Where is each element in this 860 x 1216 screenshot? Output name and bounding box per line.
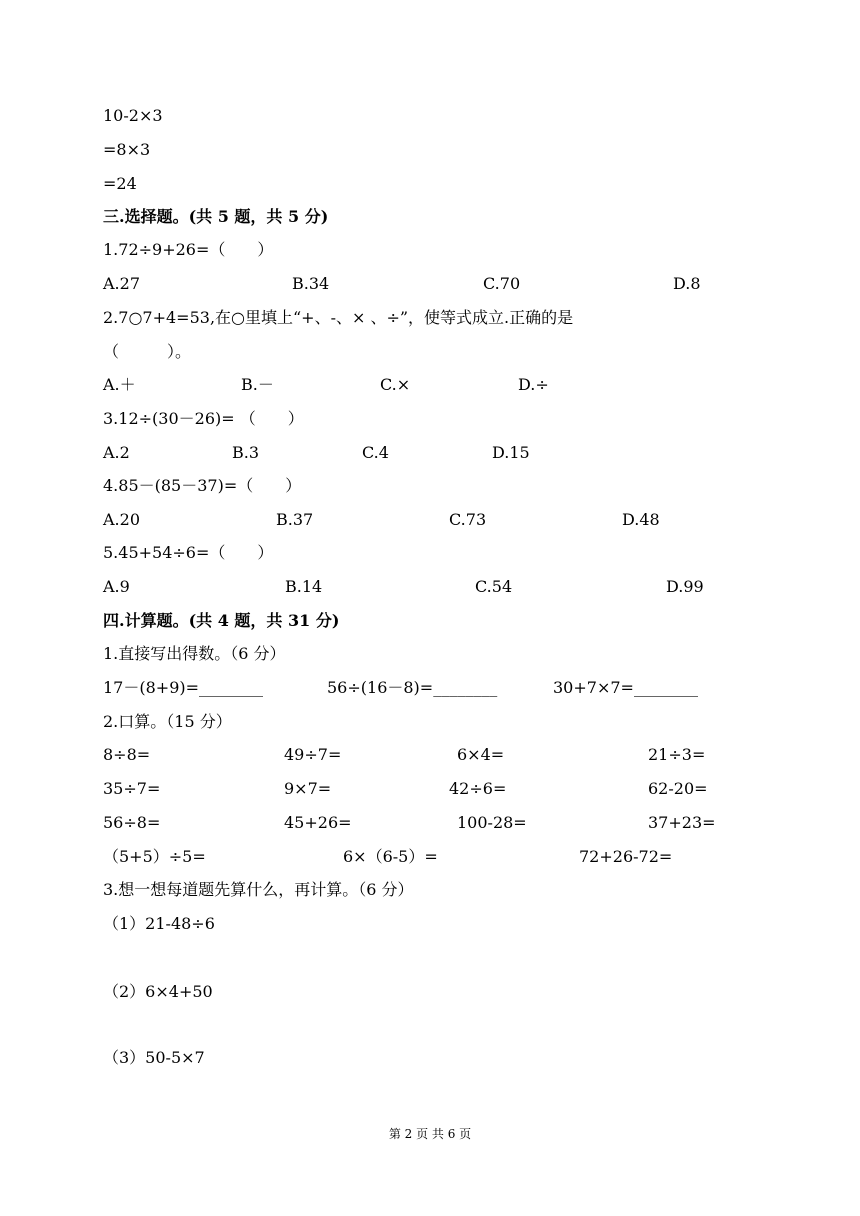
question-2: 2.7○7+4=53,在○里填上“+、-、× 、÷”，使等式成立.正确的是 xyxy=(103,308,574,327)
calc-q1-item: 56÷(16－8)=________ xyxy=(327,678,498,697)
calc-q3-item-1: （1）21-48÷6 xyxy=(103,914,215,933)
q2-option-c: C.× xyxy=(380,375,411,394)
oral-calc-item: 35÷7= xyxy=(103,779,161,798)
q3-option-a: A.2 xyxy=(103,443,130,462)
calc-q3-title: 3.想一想每道题先算什么，再计算。（6 分） xyxy=(103,880,414,899)
oral-calc-item: 42÷6= xyxy=(449,779,507,798)
calc-q1-title: 1.直接写出得数。（6 分） xyxy=(103,644,286,663)
calc-q1-item: 17－(8+9)=________ xyxy=(103,678,264,697)
q4-option-d: D.48 xyxy=(622,510,660,529)
oral-calc-item: 8÷8= xyxy=(103,745,151,764)
q3-option-c: C.4 xyxy=(362,443,389,462)
q1-option-c: C.70 xyxy=(483,274,521,293)
q5-option-b: B.14 xyxy=(285,577,323,596)
oral-calc-item: 21÷3= xyxy=(648,745,706,764)
calc-q1-item: 30+7×7=________ xyxy=(553,678,698,697)
q5-option-d: D.99 xyxy=(666,577,704,596)
q1-option-b: B.34 xyxy=(292,274,330,293)
q2-option-b: B.－ xyxy=(241,375,274,394)
oral-calc-item: 56÷8= xyxy=(103,813,161,832)
question-1: 1.72÷9+26=（ ） xyxy=(103,240,274,259)
oral-calc-item: 72+26-72= xyxy=(579,847,673,866)
calc-line-2: =8×3 xyxy=(103,140,151,159)
q1-option-a: A.27 xyxy=(103,274,140,293)
oral-calc-item: 100-28= xyxy=(457,813,527,832)
calc-line-3: =24 xyxy=(103,174,137,193)
oral-calc-item: 6×4= xyxy=(457,745,505,764)
oral-calc-item: （5+5）÷5= xyxy=(103,847,206,866)
q3-option-b: B.3 xyxy=(232,443,260,462)
question-2-continued: （ ）。 xyxy=(103,342,192,361)
calc-line-1: 10-2×3 xyxy=(103,106,163,125)
oral-calc-item: 49÷7= xyxy=(284,745,342,764)
oral-calc-item: 6×（6-5）= xyxy=(343,847,438,866)
q4-option-b: B.37 xyxy=(276,510,314,529)
question-5: 5.45+54÷6=（ ） xyxy=(103,543,274,562)
calc-q3-item-3: （3）50-5×7 xyxy=(103,1048,205,1067)
calc-q3-item-2: （2）6×4+50 xyxy=(103,982,213,1001)
oral-calc-item: 37+23= xyxy=(648,813,716,832)
q5-option-c: C.54 xyxy=(475,577,513,596)
calc-q2-title: 2.口算。（15 分） xyxy=(103,712,232,731)
page-footer: 第 2 页 共 6 页 xyxy=(388,1127,472,1141)
q2-option-a: A.＋ xyxy=(103,375,136,394)
question-4: 4.85－(85－37)=（ ） xyxy=(103,476,302,495)
section4-title: 四.计算题。(共 4 题，共 31 分) xyxy=(103,611,340,630)
q5-option-a: A.9 xyxy=(103,577,130,596)
oral-calc-item: 9×7= xyxy=(284,779,332,798)
q4-option-a: A.20 xyxy=(103,510,140,529)
q1-option-d: D.8 xyxy=(673,274,701,293)
question-3: 3.12÷(30－26)= （ ） xyxy=(103,409,304,428)
q2-option-d: D.÷ xyxy=(518,375,549,394)
oral-calc-item: 45+26= xyxy=(284,813,352,832)
q4-option-c: C.73 xyxy=(449,510,487,529)
oral-calc-item: 62-20= xyxy=(648,779,708,798)
section3-title: 三.选择题。(共 5 题，共 5 分) xyxy=(103,207,329,226)
q3-option-d: D.15 xyxy=(492,443,530,462)
